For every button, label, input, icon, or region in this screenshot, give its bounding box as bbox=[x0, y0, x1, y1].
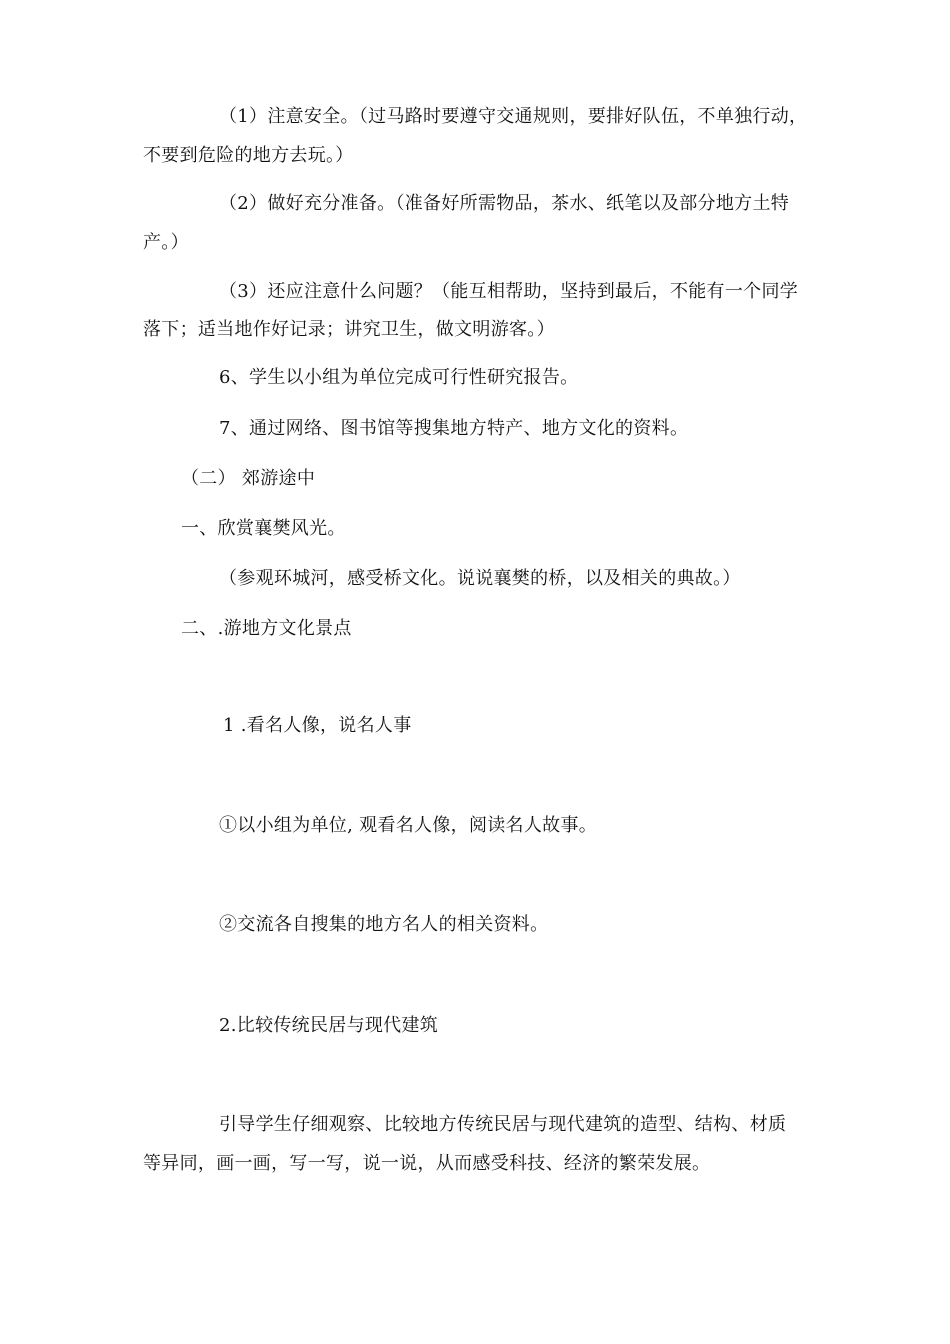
text-line: 不要到危险的地方去玩。） bbox=[143, 145, 354, 166]
text-line: 6、学生以小组为单位完成可行性研究报告。 bbox=[219, 367, 579, 388]
section-heading: 一、欣赏襄樊风光。 bbox=[181, 518, 346, 539]
text-line: （1）注意安全。（过马路时要遵守交通规则，要排好队伍，不单独行动， bbox=[219, 106, 808, 127]
section-heading: （二） 郊游途中 bbox=[181, 468, 316, 489]
text-line: （2）做好充分准备。（准备好所需物品，茶水、纸笔以及部分地方土特 bbox=[219, 193, 790, 214]
text-line: 引导学生仔细观察、比较地方传统民居与现代建筑的造型、结构、材质 bbox=[219, 1114, 787, 1135]
list-item: ②交流各自搜集的地方名人的相关资料。 bbox=[219, 914, 549, 935]
subsection-heading: 1 .看名人像，说名人事 bbox=[223, 715, 412, 736]
text-line: 7、通过网络、图书馆等搜集地方特产、地方文化的资料。 bbox=[219, 418, 689, 439]
text-line: （3）还应注意什么问题？（能互相帮助，坚持到最后，不能有一个同学 bbox=[219, 281, 799, 302]
list-item: ①以小组为单位, 观看名人像，阅读名人故事。 bbox=[219, 815, 598, 836]
text-line: 落下；适当地作好记录；讲究卫生，做文明游客。） bbox=[143, 319, 555, 340]
text-line: 产。） bbox=[143, 232, 189, 253]
text-line: （参观环城河，感受桥文化。说说襄樊的桥，以及相关的典故。） bbox=[219, 568, 741, 589]
subsection-heading: 2.比较传统民居与现代建筑 bbox=[219, 1015, 439, 1036]
section-heading: 二、.游地方文化景点 bbox=[181, 618, 352, 639]
text-line: 等异同，画一画，写一写，说一说，从而感受科技、经济的繁荣发展。 bbox=[143, 1153, 711, 1174]
